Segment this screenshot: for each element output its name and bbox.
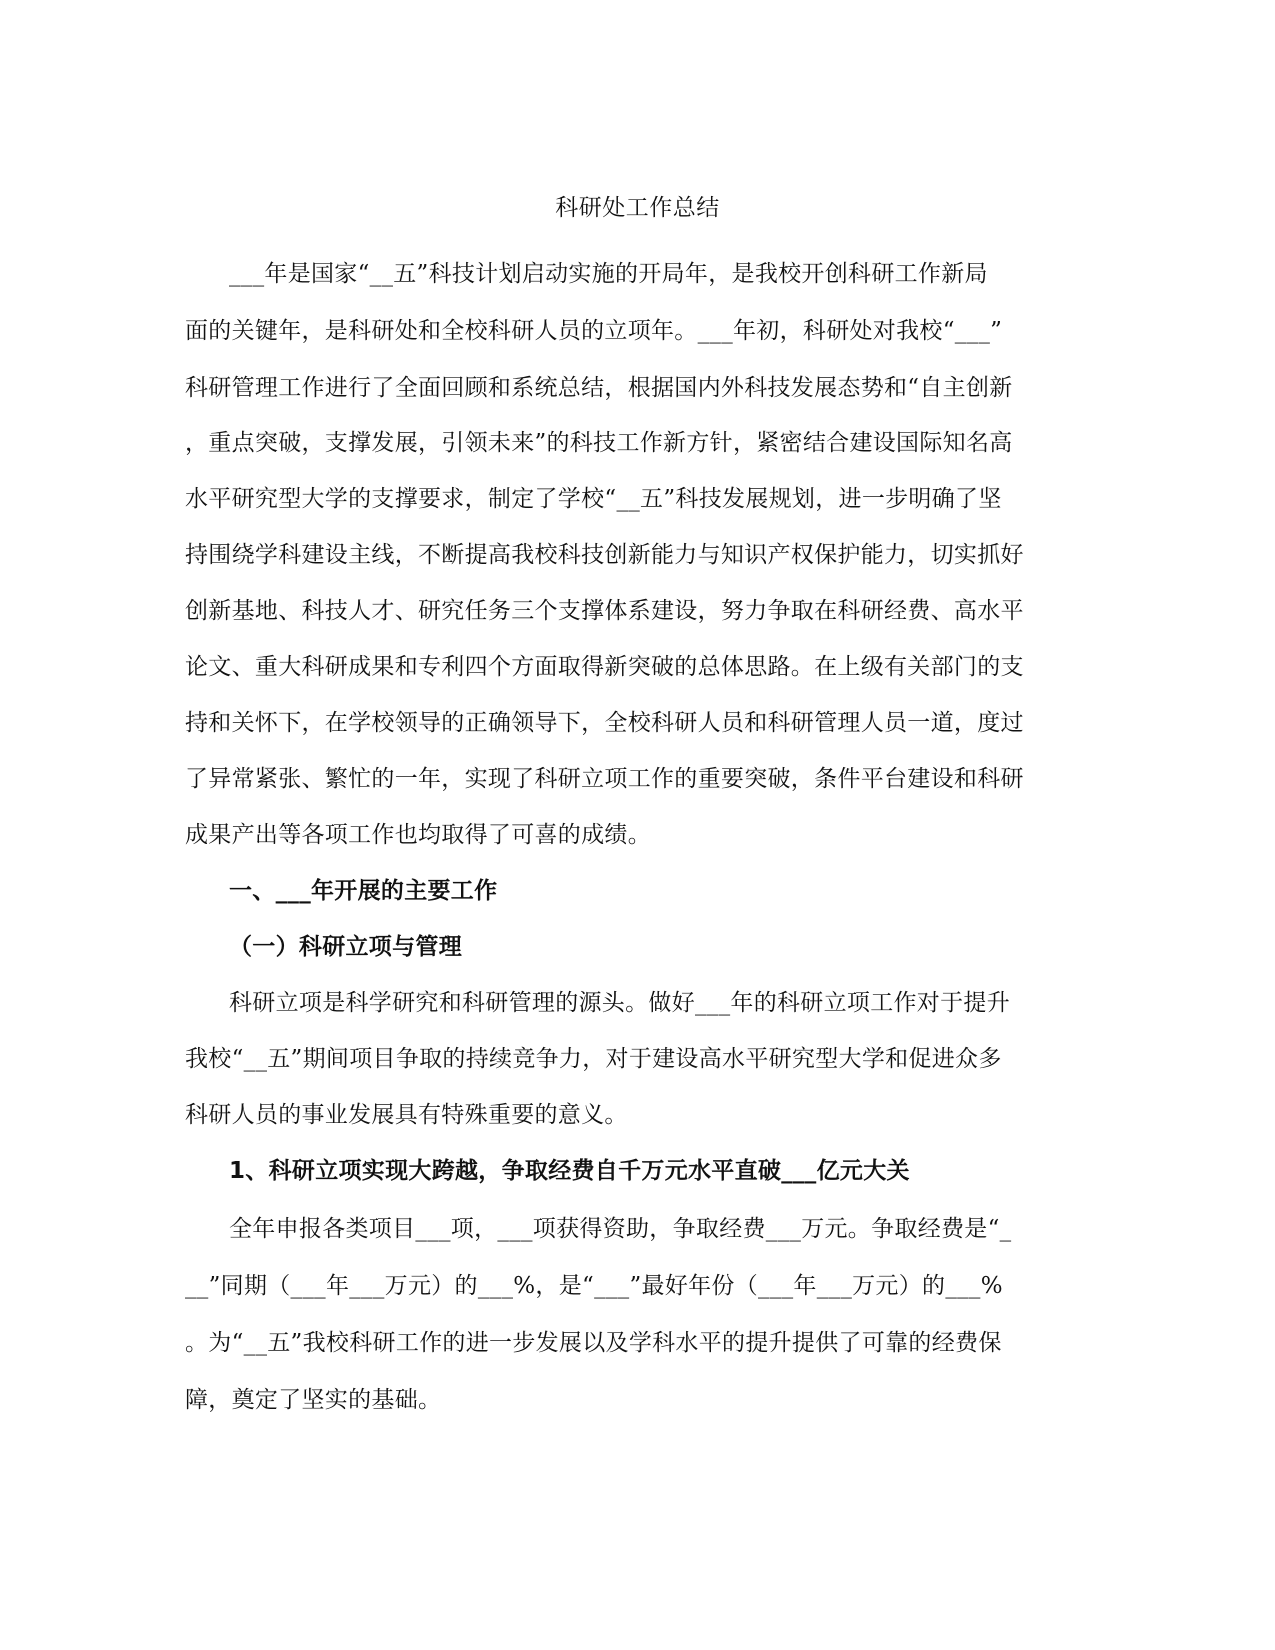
paragraph-line: 了异常紧张、繁忙的一年，实现了科研立项工作的重要突破，条件平台建设和科研 xyxy=(185,766,1024,792)
subsection-heading: （一）科研立项与管理 xyxy=(229,934,462,960)
paragraph-line: 面的关键年，是科研处和全校科研人员的立项年。___年初，科研处对我校“___” xyxy=(185,318,1003,344)
paragraph-line: 水平研究型大学的支撑要求，制定了学校“__五”科技发展规划，进一步明确了坚 xyxy=(185,486,1002,512)
paragraph-line: ___年是国家“__五”科技计划启动实施的开局年，是我校开创科研工作新局 xyxy=(229,261,988,287)
paragraph-line: 。为“__五”我校科研工作的进一步发展以及学科水平的提升提供了可靠的经费保 xyxy=(185,1330,1002,1356)
paragraph-line: 科研人员的事业发展具有特殊重要的意义。 xyxy=(185,1102,628,1128)
paragraph-line: ，重点突破，支撑发展，引领未来”的科技工作新方针，紧密结合建设国际知名高 xyxy=(185,430,1013,456)
item-heading: 1、科研立项实现大跨越，争取经费自千万元水平直破___亿元大关 xyxy=(229,1158,910,1184)
paragraph-line: 持和关怀下，在学校领导的正确领导下，全校科研人员和科研管理人员一道，度过 xyxy=(185,710,1024,736)
paragraph-line: 障，奠定了坚实的基础。 xyxy=(185,1387,442,1413)
paragraph-line: 全年申报各类项目___项，___项获得资助，争取经费___万元。争取经费是“_ xyxy=(229,1216,1012,1242)
paragraph-line: 论文、重大科研成果和专利四个方面取得新突破的总体思路。在上级有关部门的支 xyxy=(185,654,1024,680)
paragraph-line: __”同期（___年___万元）的___%，是“___”最好年份（___年___万元）的___% xyxy=(185,1273,1003,1299)
paragraph-line: 成果产出等各项工作也均取得了可喜的成绩。 xyxy=(185,822,651,848)
document-title: 科研处工作总结 xyxy=(555,195,720,221)
paragraph-line: 持围绕学科建设主线，不断提高我校科技创新能力与知识产权保护能力，切实抓好 xyxy=(185,542,1024,568)
paragraph-line: 科研管理工作进行了全面回顾和系统总结，根据国内外科技发展态势和“自主创新 xyxy=(185,375,1013,401)
paragraph-line: 我校“__五”期间项目争取的持续竞争力，对于建设高水平研究型大学和促进众多 xyxy=(185,1046,1002,1072)
paragraph-line: 创新基地、科技人才、研究任务三个支撑体系建设，努力争取在科研经费、高水平 xyxy=(185,598,1024,624)
paragraph-line: 科研立项是科学研究和科研管理的源头。做好___年的科研立项工作对于提升 xyxy=(229,990,1010,1016)
section-heading: 一、___年开展的主要工作 xyxy=(229,878,498,904)
